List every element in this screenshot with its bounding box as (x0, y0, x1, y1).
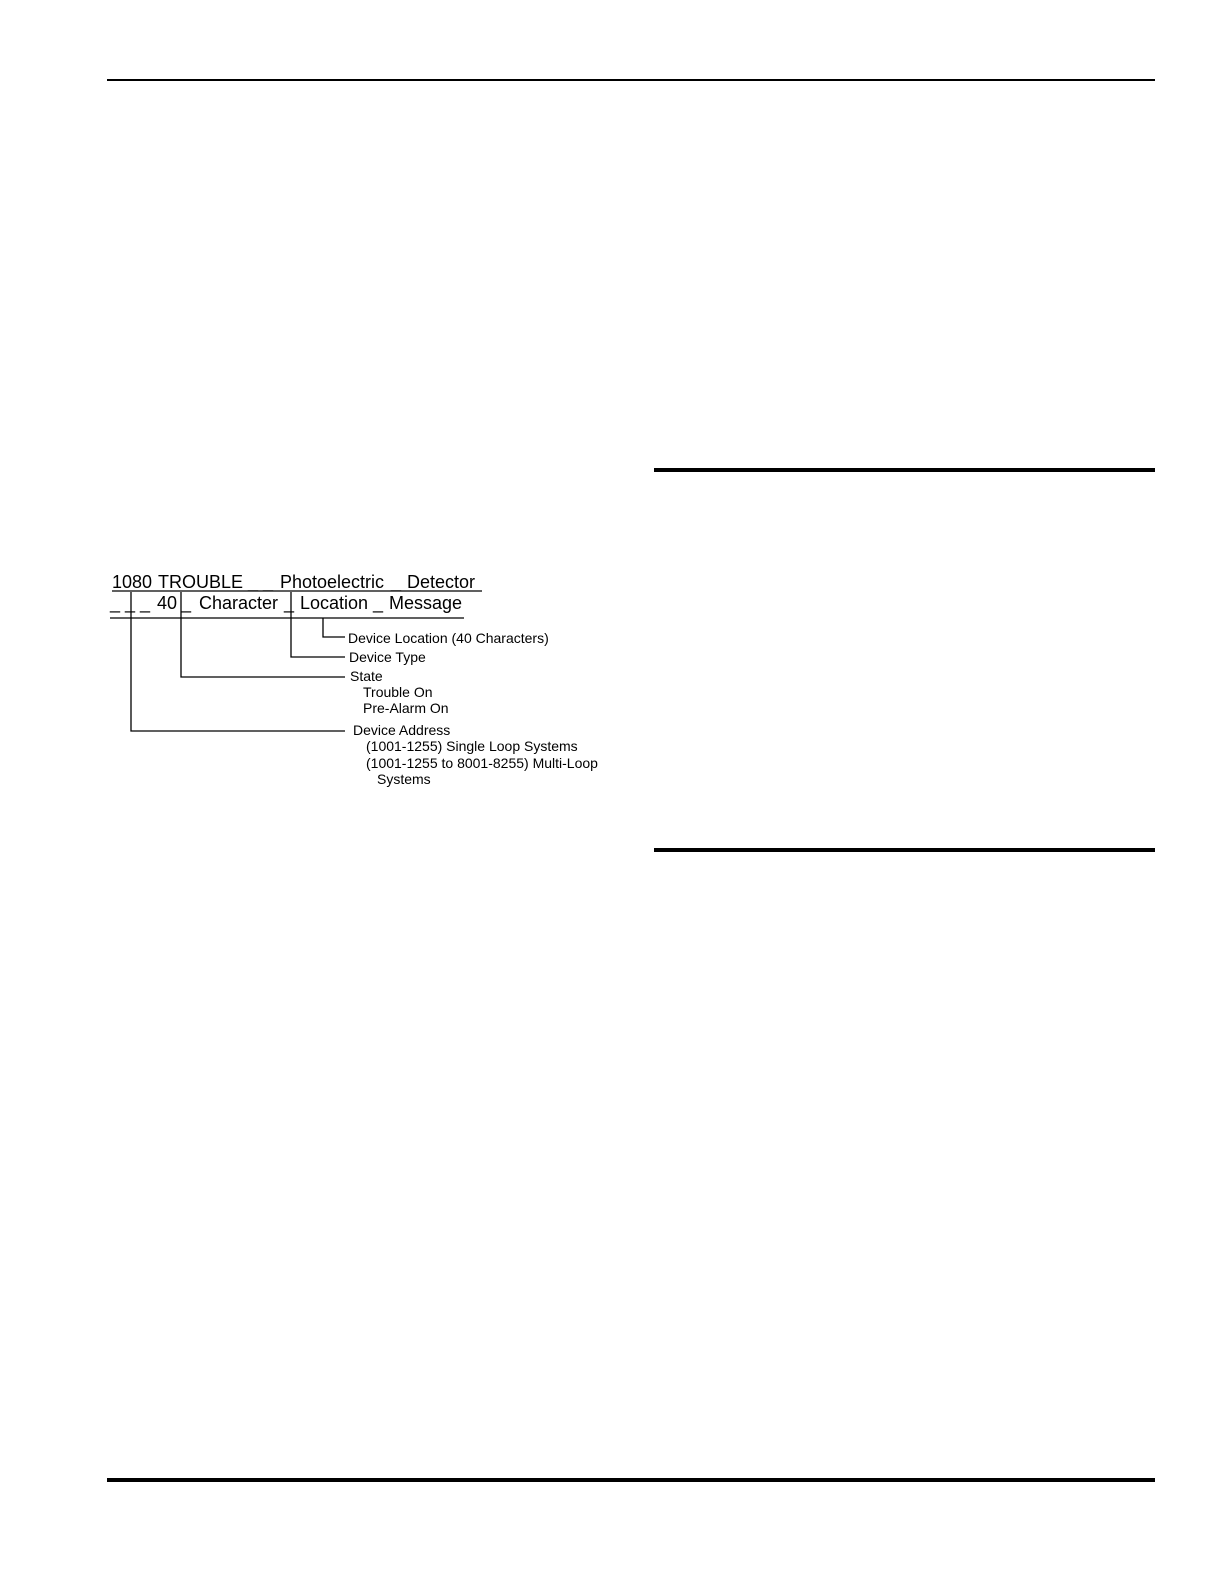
message-address: 1080 (112, 572, 153, 592)
message-line-1 (112, 572, 475, 593)
state-option: Pre-Alarm On (363, 700, 449, 716)
device-location-leader (323, 618, 345, 637)
device-address-range: Systems (377, 771, 431, 787)
message-separator: _ (391, 572, 402, 592)
message-line-2 (109, 593, 462, 614)
message-state: TROUBLE (158, 572, 244, 592)
message-separator: _ (284, 593, 295, 613)
device-location-label: Device Location (40 Characters) (348, 630, 549, 646)
message-word: Location (300, 593, 369, 613)
message-type-word: Photoelectric (280, 572, 385, 592)
message-separator: _ _ (248, 572, 274, 592)
device-address-label: Device Address (353, 722, 451, 738)
device-address-range: (1001-1255 to 8001-8255) Multi-Loop (366, 755, 598, 771)
message-separator: _ (181, 593, 192, 613)
message-separator: _ (373, 593, 384, 613)
device-address-range: (1001-1255) Single Loop Systems (366, 738, 578, 754)
state-label: State (350, 668, 383, 684)
message-char-count: 40 (157, 593, 178, 613)
message-type-word: Detector (407, 572, 476, 592)
device-type-label: Device Type (349, 649, 426, 665)
message-word: Character (199, 593, 279, 613)
message-word: Message (389, 593, 463, 613)
state-option: Trouble On (363, 684, 433, 700)
message-blanks: _ _ _ (110, 593, 151, 613)
